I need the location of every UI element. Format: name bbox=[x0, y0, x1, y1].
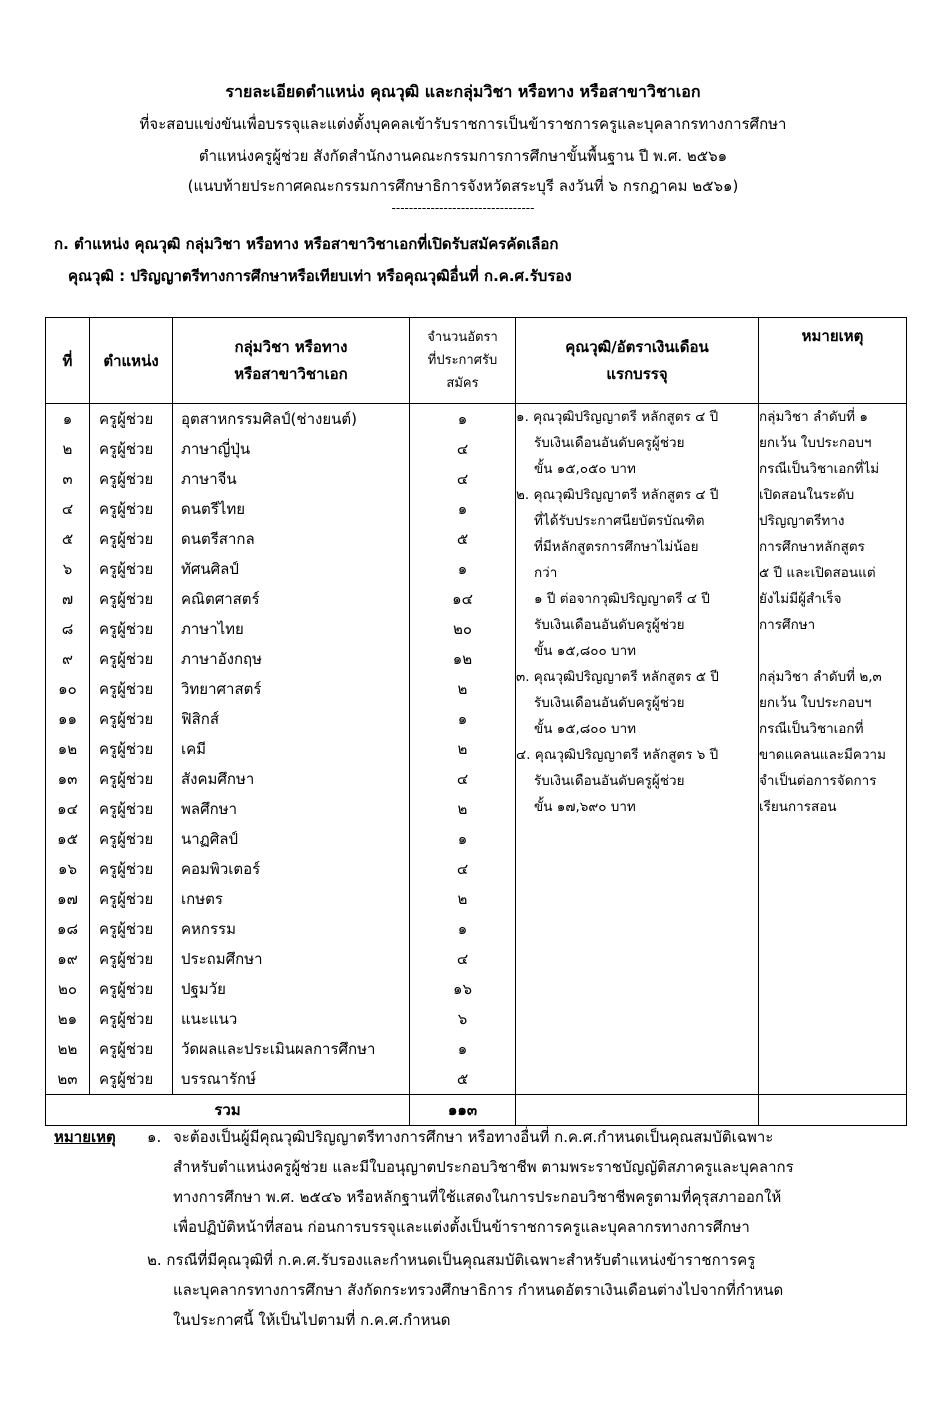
document-position-line: ตำแหน่งครูผู้ช่วย สังกัดสำนักงานคณะกรรมการการศึกษาขั้นพื้นฐาน ปี พ.ศ. ๒๕๖๑ bbox=[198, 147, 728, 165]
row-count: ๔ bbox=[456, 470, 469, 488]
row-position: ครูผู้ช่วย bbox=[99, 920, 154, 938]
row-number: ๑๒ bbox=[57, 740, 78, 758]
remark-line: การศึกษาหลักสูตร bbox=[759, 539, 865, 555]
column-qualification bbox=[516, 404, 759, 1095]
row-subject: เกษตร bbox=[181, 890, 223, 908]
row-position: ครูผู้ช่วย bbox=[99, 530, 154, 548]
row-count: ๒ bbox=[457, 740, 468, 758]
total-empty-qualification bbox=[516, 1095, 759, 1126]
row-position: ครูผู้ช่วย bbox=[99, 620, 154, 638]
remark-line: การศึกษา bbox=[759, 617, 816, 633]
row-number: ๒๑ bbox=[57, 1010, 78, 1028]
row-number: ๒๒ bbox=[57, 1040, 78, 1058]
table-header-row bbox=[46, 318, 907, 404]
remark-1-number: ๑. bbox=[147, 1128, 162, 1146]
document-attachment-note: (แนบท้ายประกาศคณะกรรมการศึกษาธิการจังหวัดสระบุรี ลงวันที่ ๖ กรกฎาคม ๒๕๖๑) bbox=[187, 177, 739, 195]
header-qualification-line1: คุณวุฒิ/อัตราเงินเดือน bbox=[565, 337, 709, 356]
row-number: ๖ bbox=[62, 560, 73, 578]
document-title: รายละเอียดตำแหน่ง คุณวุฒิ และกลุ่มวิชา หรือทาง หรือสาขาวิชาเอก bbox=[225, 82, 701, 101]
header-divider: --------------------------------- bbox=[391, 201, 535, 215]
remarks-label: หมายเหตุ bbox=[54, 1128, 116, 1146]
remark-2-line: และบุคลากรทางการศึกษา สังกัดกระทรวงศึกษาธิการ กำหนดอัตราเงินเดือนต่างไปจากที่กำหนด bbox=[173, 1281, 784, 1299]
row-number: ๑๑ bbox=[57, 710, 78, 728]
row-count: ๔ bbox=[456, 860, 469, 878]
row-subject: อุตสาหกรรมศิลป์(ช่างยนต์) bbox=[181, 410, 357, 428]
remark-line: ยังไม่มีผู้สำเร็จ bbox=[759, 591, 842, 607]
row-subject: ดนตรีสากล bbox=[181, 530, 255, 548]
row-subject: คอมพิวเตอร์ bbox=[181, 860, 261, 878]
remark-line: เรียนการสอน bbox=[759, 799, 837, 815]
row-count: ๑ bbox=[457, 560, 468, 578]
remark-line: ปริญญาตรีทาง bbox=[759, 513, 845, 529]
row-number: ๕ bbox=[61, 530, 74, 548]
row-subject: นาฏศิลป์ bbox=[181, 830, 238, 848]
remark-1-line: จะต้องเป็นผู้มีคุณวุฒิปริญญาตรีทางการศึกษา หรือทางอื่นที่ ก.ค.ศ.กำหนดเป็นคุณสมบัติเฉพาะ bbox=[173, 1128, 774, 1146]
column-subject bbox=[173, 404, 410, 1095]
qualification-line: รับเงินเดือนอันดับครูผู้ช่วย bbox=[534, 617, 685, 633]
column-remark bbox=[759, 404, 907, 1095]
qualification-line: รับเงินเดือนอันดับครูผู้ช่วย bbox=[534, 773, 685, 789]
row-subject: แนะแนว bbox=[181, 1010, 238, 1028]
column-no bbox=[46, 404, 90, 1095]
row-number: ๙ bbox=[62, 650, 73, 668]
header-qualification bbox=[516, 318, 759, 404]
row-position: ครูผู้ช่วย bbox=[99, 740, 154, 758]
document-subtitle: ที่จะสอบแข่งขันเพื่อบรรจุและแต่งตั้งบุคคลเข้ารับราชการเป็นข้าราชการครูและบุคลากรทางการศึกษา bbox=[139, 115, 787, 133]
remark-line: กรณีเป็นวิชาเอกที่ไม่ bbox=[759, 461, 880, 477]
remark-1-line: ทางการศึกษา พ.ศ. ๒๕๔๖ หรือหลักฐานที่ใช้แสดงในการประกอบวิชาชีพครูตามที่คุรุสภาออกให้ bbox=[173, 1188, 782, 1206]
row-count: ๒ bbox=[457, 800, 468, 818]
row-subject: วัดผลและประเมินผลการศึกษา bbox=[181, 1040, 376, 1058]
row-position: ครูผู้ช่วย bbox=[99, 1070, 154, 1088]
qualification-line: รับเงินเดือนอันดับครูผู้ช่วย bbox=[534, 695, 685, 711]
row-position: ครูผู้ช่วย bbox=[99, 770, 154, 788]
qualification-line: ขั้น ๑๗,๖๙๐ บาท bbox=[534, 799, 636, 815]
row-count: ๑ bbox=[457, 410, 468, 428]
row-position: ครูผู้ช่วย bbox=[99, 950, 154, 968]
row-number: ๑ bbox=[62, 410, 73, 428]
remark-line: ขาดแคลนและมีความ bbox=[759, 747, 887, 763]
remark-2-line: ในประกาศนี้ ให้เป็นไปตามที่ ก.ค.ศ.กำหนด bbox=[173, 1311, 451, 1329]
header-subject-line1: กลุ่มวิชา หรือทาง bbox=[234, 337, 348, 356]
row-position: ครูผู้ช่วย bbox=[99, 470, 154, 488]
row-subject: ดนตรีไทย bbox=[181, 500, 246, 518]
row-position: ครูผู้ช่วย bbox=[99, 710, 154, 728]
row-position: ครูผู้ช่วย bbox=[99, 1040, 154, 1058]
qualification-line: ๑ ปี ต่อจากวุฒิปริญญาตรี ๔ ปี bbox=[534, 591, 710, 607]
row-count: ๑ bbox=[457, 830, 468, 848]
total-value: ๑๑๓ bbox=[410, 1095, 516, 1126]
remark-1-line: สำหรับตำแหน่งครูผู้ช่วย และมีใบอนุญาตประกอบวิชาชีพ ตามพระราชบัญญัติสภาครูและบุคลากร bbox=[173, 1158, 794, 1176]
row-count: ๒ bbox=[457, 890, 468, 908]
remark-line: กลุ่มวิชา ลำดับที่ ๑ bbox=[759, 409, 868, 425]
row-count: ๔ bbox=[456, 440, 469, 458]
remark-line: กรณีเป็นวิชาเอกที่ bbox=[759, 721, 864, 737]
row-subject: ภาษาจีน bbox=[181, 470, 237, 488]
row-count: ๕ bbox=[456, 530, 469, 548]
header-count-line2: ที่ประกาศรับ bbox=[427, 353, 498, 368]
row-number: ๔ bbox=[61, 500, 74, 518]
row-position: ครูผู้ช่วย bbox=[99, 590, 154, 608]
row-count: ๑ bbox=[457, 710, 468, 728]
row-subject: บรรณารักษ์ bbox=[181, 1070, 256, 1088]
row-position: ครูผู้ช่วย bbox=[99, 980, 154, 998]
remark-line: เปิดสอนในระดับ bbox=[759, 487, 855, 503]
column-position bbox=[90, 404, 173, 1095]
row-subject: ภาษาไทย bbox=[181, 620, 244, 638]
row-count: ๑๔ bbox=[452, 590, 473, 608]
row-subject: ปฐมวัย bbox=[181, 980, 226, 998]
row-position: ครูผู้ช่วย bbox=[99, 500, 154, 518]
row-subject: ประถมศึกษา bbox=[181, 950, 263, 968]
remark-line: กลุ่มวิชา ลำดับที่ ๒,๓ bbox=[759, 669, 882, 685]
row-subject: คหกรรม bbox=[181, 920, 237, 938]
row-position: ครูผู้ช่วย bbox=[99, 410, 154, 428]
qualification-line: ๑. คุณวุฒิปริญญาตรี หลักสูตร ๔ ปี bbox=[516, 409, 719, 425]
header-count-line1: จำนวนอัตรา bbox=[427, 330, 498, 345]
row-number: ๒๓ bbox=[57, 1070, 78, 1088]
remark-line: ยกเว้น ใบประกอบฯ bbox=[759, 435, 872, 451]
row-count: ๑ bbox=[457, 1040, 468, 1058]
qualification-line: รับเงินเดือนอันดับครูผู้ช่วย bbox=[534, 435, 685, 451]
qualification-line: ๓. คุณวุฒิปริญญาตรี หลักสูตร ๕ ปี bbox=[516, 669, 719, 685]
remark-2-line: ๒. กรณีที่มีคุณวุฒิที่ ก.ค.ศ.รับรองและกำหนดเป็นคุณสมบัติเฉพาะสำหรับตำแหน่งข้าราชการครู bbox=[147, 1251, 756, 1269]
qualification-line: กว่า bbox=[534, 565, 558, 581]
section-qualification: คุณวุฒิ : ปริญญาตรีทางการศึกษาหรือเทียบเท่า หรือคุณวุฒิอื่นที่ ก.ค.ศ.รับรอง bbox=[68, 267, 572, 285]
header-subject-line2: หรือสาขาวิชาเอก bbox=[234, 364, 348, 383]
row-number: ๑๙ bbox=[57, 950, 78, 968]
row-subject: สังคมศึกษา bbox=[181, 770, 255, 788]
header-count-line3: สมัคร bbox=[446, 376, 479, 391]
row-count: ๒ bbox=[457, 680, 468, 698]
row-subject: วิทยาศาสตร์ bbox=[181, 680, 262, 698]
header-qualification-line2: แรกบรรจุ bbox=[606, 364, 668, 383]
total-row bbox=[46, 1095, 907, 1126]
row-subject: พลศึกษา bbox=[181, 800, 237, 818]
row-position: ครูผู้ช่วย bbox=[99, 830, 154, 848]
remark-1-line: เพื่อปฏิบัติหน้าที่สอน ก่อนการบรรจุและแต่งตั้งเป็นข้าราชการครูและบุคลากรทางการศึกษา bbox=[173, 1218, 750, 1236]
total-empty-remark bbox=[759, 1095, 907, 1126]
row-number: ๒๐ bbox=[57, 980, 78, 998]
column-count bbox=[410, 404, 516, 1095]
row-count: ๑ bbox=[457, 920, 468, 938]
qualification-line: ที่มีหลักสูตรการศึกษาไม่น้อย bbox=[534, 539, 699, 555]
remark-line: จำเป็นต่อการจัดการ bbox=[759, 773, 877, 789]
table-body-row bbox=[46, 404, 907, 1095]
section-title: ก. ตำแหน่ง คุณวุฒิ กลุ่มวิชา หรือทาง หรือสาขาวิชาเอกที่เปิดรับสมัครคัดเลือก bbox=[54, 235, 559, 253]
row-position: ครูผู้ช่วย bbox=[99, 890, 154, 908]
row-number: ๑๔ bbox=[57, 800, 78, 818]
row-number: ๑๕ bbox=[57, 830, 78, 848]
row-position: ครูผู้ช่วย bbox=[99, 800, 154, 818]
row-number: ๑๘ bbox=[56, 920, 79, 938]
row-position: ครูผู้ช่วย bbox=[99, 680, 154, 698]
row-number: ๑๓ bbox=[57, 770, 78, 788]
remark-line: ยกเว้น ใบประกอบฯ bbox=[759, 695, 872, 711]
row-count: ๑๖ bbox=[452, 980, 473, 998]
row-position: ครูผู้ช่วย bbox=[99, 560, 154, 578]
total-label: รวม bbox=[46, 1095, 410, 1126]
row-number: ๒ bbox=[62, 440, 73, 458]
header-remark: หมายเหตุ bbox=[759, 318, 907, 404]
row-position: ครูผู้ช่วย bbox=[99, 440, 154, 458]
row-position: ครูผู้ช่วย bbox=[99, 1010, 154, 1028]
row-number: ๑๗ bbox=[57, 890, 78, 908]
row-count: ๔ bbox=[456, 770, 469, 788]
row-subject: ฟิสิกส์ bbox=[181, 710, 220, 728]
row-subject: ภาษาอังกฤษ bbox=[181, 650, 263, 668]
vacancy-table bbox=[45, 317, 907, 1126]
qualification-line: ขั้น ๑๕,๘๐๐ บาท bbox=[534, 643, 637, 659]
qualification-line: ขั้น ๑๕,๐๕๐ บาท bbox=[534, 461, 636, 477]
row-subject: ภาษาญี่ปุ่น bbox=[181, 440, 251, 458]
header-count bbox=[410, 318, 516, 404]
qualification-line: ๔. คุณวุฒิปริญญาตรี หลักสูตร ๖ ปี bbox=[516, 747, 719, 763]
qualification-line: ที่ได้รับประกาศนียบัตรบัณฑิต bbox=[534, 513, 705, 529]
qualification-line: ขั้น ๑๕,๘๐๐ บาท bbox=[534, 721, 637, 737]
row-count: ๑ bbox=[457, 500, 468, 518]
row-count: ๕ bbox=[456, 1070, 469, 1088]
row-position: ครูผู้ช่วย bbox=[99, 650, 154, 668]
row-number: ๗ bbox=[61, 590, 74, 608]
header-subject bbox=[173, 318, 410, 404]
row-count: ๔ bbox=[456, 950, 469, 968]
row-number: ๓ bbox=[62, 470, 73, 488]
qualification-line: ๒. คุณวุฒิปริญญาตรี หลักสูตร ๔ ปี bbox=[516, 487, 719, 503]
row-subject: ทัศนศิลป์ bbox=[181, 560, 239, 578]
header-no: ที่ bbox=[46, 318, 90, 404]
row-subject: คณิตศาสตร์ bbox=[181, 590, 260, 608]
row-count: ๖ bbox=[457, 1010, 468, 1028]
row-position: ครูผู้ช่วย bbox=[99, 860, 154, 878]
remark-line: ๕ ปี และเปิดสอนแต่ bbox=[759, 565, 876, 581]
row-subject: เคมี bbox=[181, 740, 207, 758]
row-number: ๑๐ bbox=[58, 680, 77, 698]
row-number: ๘ bbox=[61, 620, 74, 638]
row-count: ๒๐ bbox=[452, 620, 473, 638]
row-count: ๑๒ bbox=[452, 650, 473, 668]
row-number: ๑๖ bbox=[57, 860, 78, 878]
header-position: ตำแหน่ง bbox=[90, 318, 173, 404]
